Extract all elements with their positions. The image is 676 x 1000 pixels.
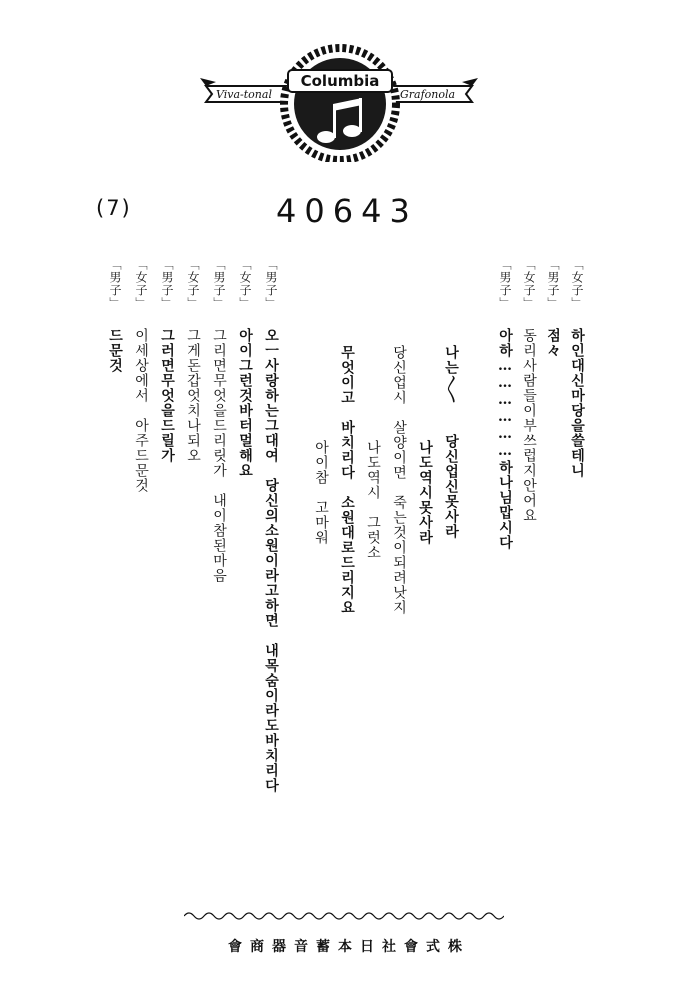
- dialogue-line: 드문것: [107, 328, 123, 373]
- speaker-label: 「男子」: [546, 258, 560, 310]
- song-line: 아이참 고마워: [313, 440, 329, 545]
- speaker-label: 「女子」: [522, 258, 536, 310]
- publisher-name: 株式會社日本蓄音器商會: [228, 939, 470, 955]
- song-line: 나도역시못사라: [417, 440, 433, 545]
- speaker-label: 「女子」: [186, 258, 200, 310]
- speaker-label: 「女子」: [238, 258, 252, 310]
- logo-center-text: Columbia: [300, 72, 380, 90]
- dialogue-line: 오ㅡ사랑하는그대여 당신의소원이라고하면 내목숨이라도바치리다: [263, 328, 279, 793]
- dialogue-line: 그게돈갑엇치나되오: [185, 328, 201, 463]
- speaker-label: 「女子」: [570, 258, 584, 310]
- song-line: 당신업시 살양이면 죽는것이되려낫지: [391, 345, 407, 615]
- dialogue-line: 하인대신마당을쓸테니: [569, 328, 585, 478]
- dialogue-line: 아하………………하나님맙시다: [497, 328, 513, 550]
- publisher-imprint: [228, 936, 470, 956]
- song-line: 나도역시 그럿소: [365, 440, 381, 560]
- speaker-label: 「男子」: [108, 258, 122, 310]
- logo-banner-fold-left: [200, 78, 216, 86]
- song-line: 무엇이고 바치리다 소원대로드리지요: [339, 345, 355, 615]
- speaker-label: 「男子」: [264, 258, 278, 310]
- logo-right-banner-text: Grafonola: [400, 88, 456, 101]
- logo-banner-fold-right: [462, 78, 478, 86]
- dialogue-line: 그리면무엇을드리릿가 내이참된마음: [211, 328, 227, 583]
- columbia-logo: [200, 42, 480, 162]
- song-line: 나는〳〵 당신업신못사라: [443, 345, 459, 539]
- record-number: 40643: [276, 192, 418, 230]
- speaker-label: 「男子」: [498, 258, 512, 310]
- dialogue-line: 아이그런것바터멀해요: [237, 328, 253, 478]
- dialogue-line: 그러면무엇을드릴가: [159, 328, 175, 463]
- speaker-label: 「男子」: [212, 258, 226, 310]
- page-number: (7): [96, 196, 132, 220]
- logo-left-banner-text: Viva-tonal: [216, 88, 272, 101]
- speaker-label: 「男子」: [160, 258, 174, 310]
- dialogue-line: 이세상에서 아주드문것: [133, 328, 149, 493]
- dialogue-line: 점々: [545, 328, 561, 358]
- footer-wavy-rule: [184, 910, 504, 922]
- speaker-label: 「女子」: [134, 258, 148, 310]
- dialogue-line: 동리사람들이부쓰럽지안어요: [521, 328, 537, 523]
